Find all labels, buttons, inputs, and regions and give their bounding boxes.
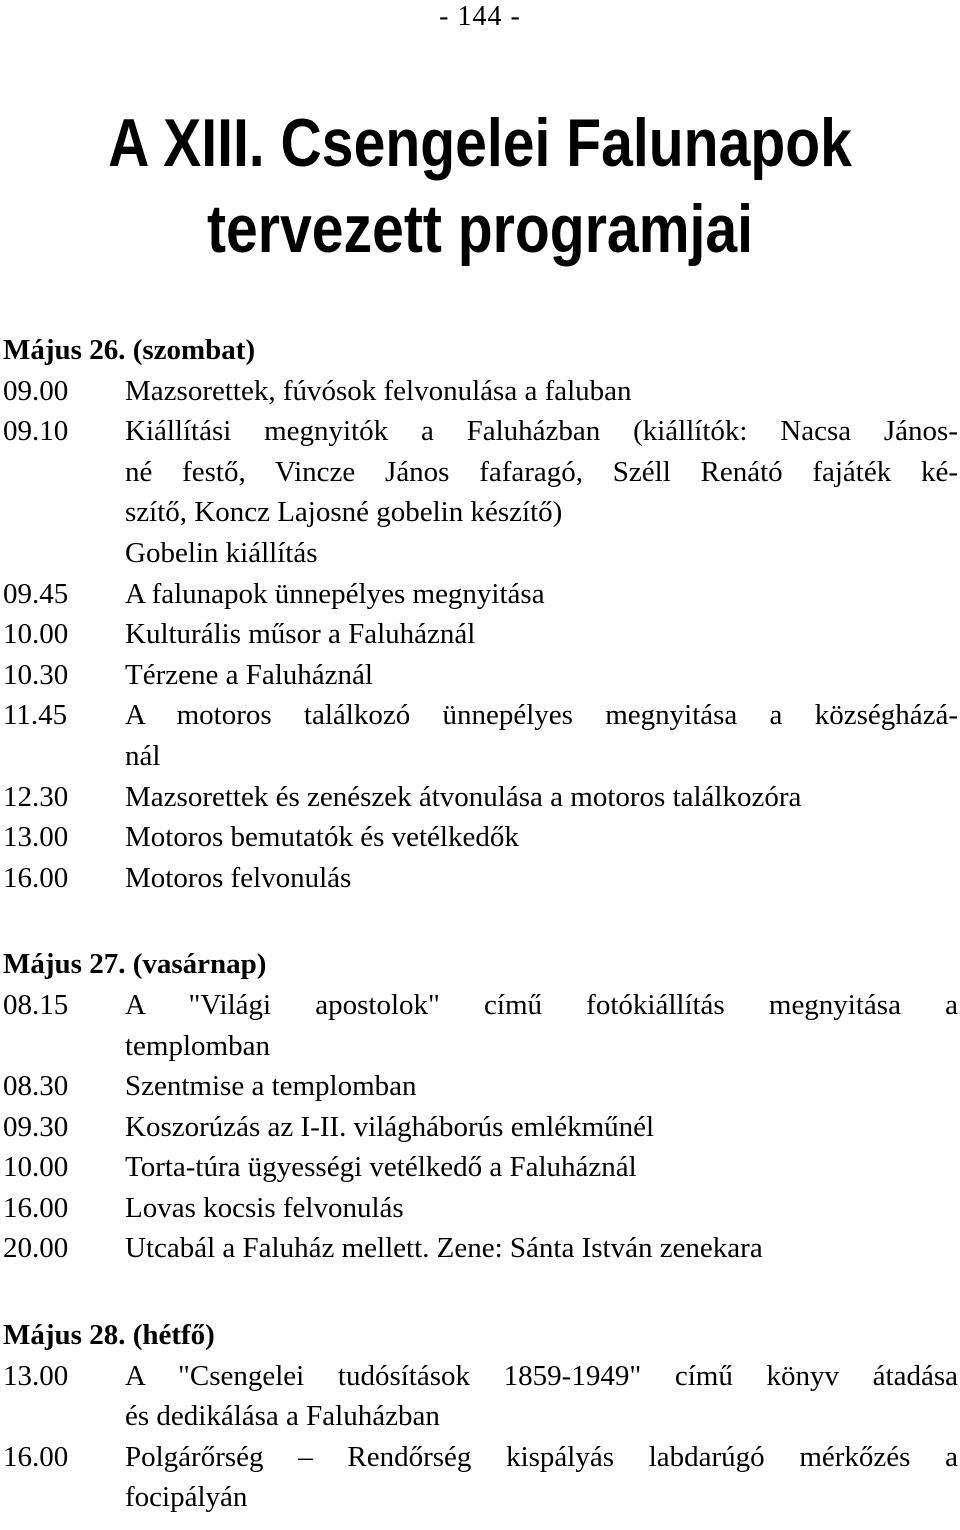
- event-time: 10.00: [3, 618, 69, 651]
- event-description-line: Térzene a Faluháznál: [125, 658, 373, 691]
- event-description-line: szítő, Koncz Lajosné gobelin készítő): [125, 496, 563, 529]
- event-time: 09.00: [3, 374, 69, 407]
- event-description: [125, 1107, 958, 1148]
- day-section: [3, 330, 958, 898]
- event-description: [125, 371, 958, 412]
- event-description-line: Utcabál a Faluház mellett. Zene: Sánta István zenekara: [125, 1232, 763, 1265]
- event-time: 10.30: [3, 658, 69, 691]
- title-line-1: A XIII. Csengelei Falunapok: [108, 105, 852, 181]
- schedule-item: [3, 371, 958, 412]
- schedule-item: [3, 1147, 958, 1188]
- schedule-item: [3, 411, 958, 573]
- event-time: 08.15: [3, 988, 69, 1021]
- event-description-line: Kulturális műsor a Faluháznál: [125, 618, 476, 651]
- event-description-line: nál: [125, 739, 161, 772]
- program-list: [3, 330, 958, 1518]
- event-description-line: né festő, Vincze János fafaragó, Széll Renátó fajáték ké-: [125, 455, 958, 488]
- event-time: 11.45: [3, 699, 68, 732]
- schedule-item: [3, 1107, 958, 1148]
- day-heading: Május 27. (vasárnap): [3, 948, 267, 981]
- event-description: [125, 1356, 958, 1437]
- event-description-line: és dedikálása a Faluházban: [125, 1400, 440, 1433]
- page-number: - 144 -: [439, 1, 521, 32]
- day-section: [3, 944, 958, 1269]
- event-description-line: templomban: [125, 1029, 270, 1062]
- event-description: [125, 1147, 958, 1188]
- page-title: [77, 100, 883, 272]
- event-time: 09.30: [3, 1110, 69, 1143]
- event-time: 09.45: [3, 577, 69, 610]
- schedule-item: [3, 777, 958, 818]
- event-time: 10.00: [3, 1151, 69, 1184]
- event-time: 16.00: [3, 861, 69, 894]
- event-description: [125, 655, 958, 696]
- event-time: 20.00: [3, 1232, 69, 1265]
- schedule-item: [3, 858, 958, 899]
- event-time: 16.00: [3, 1440, 69, 1473]
- event-time: 09.10: [3, 415, 69, 448]
- day-section: [3, 1315, 958, 1518]
- event-description: [125, 1188, 958, 1229]
- schedule-item: [3, 1356, 958, 1437]
- title-line-2: tervezett programjai: [207, 191, 753, 267]
- event-description-line: Polgárőrség – Rendőrség kispályás labdarúgó mérkőzés a: [125, 1440, 958, 1473]
- event-description: [125, 1437, 958, 1518]
- event-description-line: Torta-túra ügyességi vetélkedő a Faluháznál: [125, 1151, 637, 1184]
- event-description-line: A "Csengelei tudósítások 1859-1949" című könyv átadása: [125, 1359, 958, 1392]
- event-description-line: Motoros bemutatók és vetélkedők: [125, 821, 519, 854]
- schedule-item: [3, 1437, 958, 1518]
- schedule-item: [3, 695, 958, 776]
- day-heading: Május 26. (szombat): [3, 334, 256, 366]
- event-description: [125, 777, 958, 818]
- schedule-item: [3, 817, 958, 858]
- schedule-item: [3, 1228, 958, 1269]
- schedule-item: [3, 614, 958, 655]
- event-description-line: A "Világi apostolok" című fotókiállítás megnyitása a: [125, 988, 958, 1021]
- schedule-item: [3, 655, 958, 696]
- event-description-line: Szentmise a templomban: [125, 1070, 417, 1103]
- schedule-item: [3, 1066, 958, 1107]
- event-description-line: Lovas kocsis felvonulás: [125, 1191, 404, 1224]
- event-description: [125, 817, 958, 858]
- event-description: [125, 411, 958, 573]
- event-time: 13.00: [3, 821, 69, 854]
- event-description: [125, 614, 958, 655]
- event-time: 13.00: [3, 1359, 69, 1392]
- schedule-item: [3, 985, 958, 1066]
- schedule-item: [3, 574, 958, 615]
- event-description-line: A motoros találkozó ünnepélyes megnyitása a községházá-: [125, 699, 958, 732]
- event-description: [125, 1228, 958, 1269]
- event-time: 12.30: [3, 780, 69, 813]
- event-description: [125, 858, 958, 899]
- event-description: [125, 574, 958, 615]
- event-description: [125, 1066, 958, 1107]
- event-description: [125, 695, 958, 776]
- event-description-line: Koszorúzás az I-II. világháborús emlékműnél: [125, 1110, 655, 1143]
- day-heading: Május 28. (hétfő): [3, 1319, 215, 1352]
- event-description-line: A falunapok ünnepélyes megnyitása: [125, 577, 545, 610]
- event-description-line: Gobelin kiállítás: [125, 536, 318, 569]
- event-description-line: Motoros felvonulás: [125, 861, 352, 894]
- event-description: [125, 985, 958, 1066]
- event-time: 08.30: [3, 1070, 69, 1103]
- event-description-line: Kiállítási megnyitók a Faluházban (kiállítók: Nacsa János-: [125, 415, 958, 448]
- event-description-line: Mazsorettek és zenészek átvonulása a motoros találkozóra: [125, 780, 802, 813]
- event-description-line: focipályán: [125, 1481, 248, 1514]
- schedule-item: [3, 1188, 958, 1229]
- event-time: 16.00: [3, 1191, 69, 1224]
- event-description-line: Mazsorettek, fúvósok felvonulása a faluban: [125, 374, 632, 407]
